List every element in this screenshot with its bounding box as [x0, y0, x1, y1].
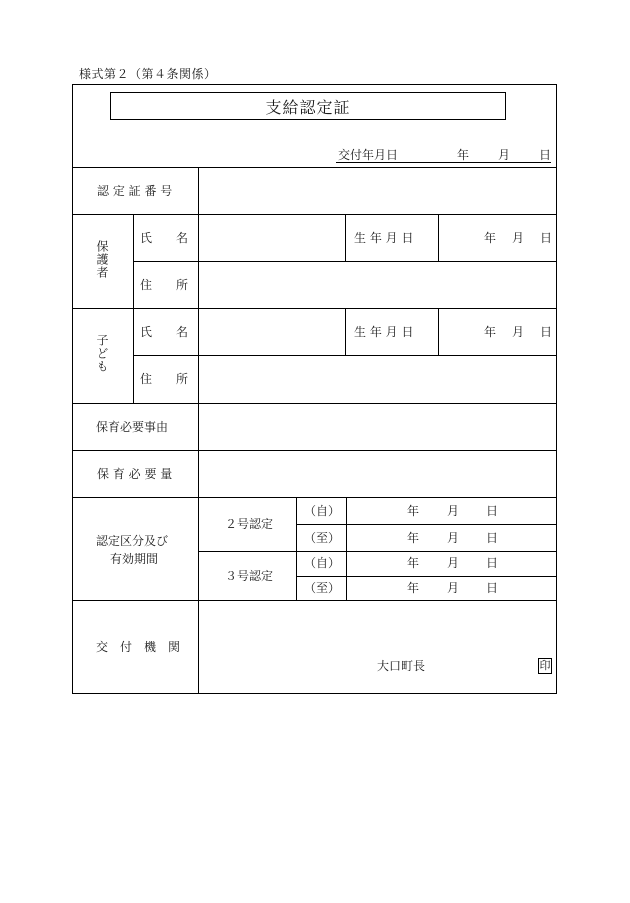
child-section-label: 子ども	[95, 334, 109, 373]
issue-date-underline	[336, 162, 551, 163]
row-divider	[72, 308, 557, 309]
guardian-name-label: 氏 名	[140, 231, 189, 245]
period-subrow-divider	[296, 524, 557, 525]
period-from-marker: （自）	[304, 504, 341, 518]
guardian-birth-divider	[438, 214, 439, 261]
child-address-label: 住 所	[140, 372, 189, 386]
issue-date-day: 日	[539, 148, 552, 162]
document-title: 支給認定証	[110, 92, 506, 120]
period-subrow-divider	[296, 576, 557, 577]
child-birth-divider	[345, 308, 346, 355]
period-month: 月	[447, 556, 460, 570]
section-column-divider	[133, 214, 134, 403]
period-month: 月	[447, 581, 460, 595]
child-subrow-divider	[133, 355, 557, 356]
category-2-label: ２号認定	[225, 517, 274, 531]
guardian-section-label: 保護者	[95, 240, 109, 279]
guardian-subrow-divider	[133, 261, 557, 262]
child-birth-month: 月	[512, 325, 525, 339]
period-to-marker: （至）	[304, 581, 341, 595]
issuing-authority-label: 交 付 機 関	[96, 640, 181, 654]
period-year: 年	[407, 531, 420, 545]
certificate-number-label: 認 定 証 番 号	[97, 184, 173, 198]
child-birth-year: 年	[484, 325, 497, 339]
row-divider	[72, 214, 557, 215]
row-divider	[72, 450, 557, 451]
period-year: 年	[407, 581, 420, 595]
guardian-birth-year: 年	[484, 231, 497, 245]
period-marker-divider	[296, 497, 297, 600]
guardian-birth-divider	[345, 214, 346, 261]
period-month: 月	[447, 504, 460, 518]
label-column-divider	[198, 167, 199, 694]
child-birth-day: 日	[540, 325, 553, 339]
period-year: 年	[407, 556, 420, 570]
period-category-divider	[198, 551, 557, 552]
guardian-address-label: 住 所	[140, 278, 189, 292]
row-divider	[72, 497, 557, 498]
period-from-marker: （自）	[304, 556, 341, 570]
period-day: 日	[486, 556, 499, 570]
issue-date-month: 月	[498, 148, 511, 162]
child-birthdate-label: 生 年 月 日	[354, 325, 414, 339]
form-number-label: 様式第２（第４条関係）	[79, 67, 217, 81]
care-reason-label: 保育必要事由	[96, 420, 169, 434]
period-day: 日	[486, 504, 499, 518]
category-3-label: ３号認定	[225, 569, 274, 583]
care-amount-label: 保 育 必 要 量	[97, 467, 173, 481]
period-year: 年	[407, 504, 420, 518]
guardian-birth-day: 日	[540, 231, 553, 245]
child-name-label: 氏 名	[140, 325, 189, 339]
period-month: 月	[447, 531, 460, 545]
row-divider	[72, 403, 557, 404]
guardian-birth-month: 月	[512, 231, 525, 245]
row-divider	[72, 167, 557, 168]
period-day: 日	[486, 531, 499, 545]
certification-period-label: 認定区分及び	[96, 534, 169, 548]
certificate-form	[72, 84, 557, 694]
issuing-official: 大口町長	[377, 659, 426, 673]
child-birth-divider	[438, 308, 439, 355]
row-divider	[72, 600, 557, 601]
issue-date-year: 年	[457, 148, 470, 162]
issue-date-label: 交付年月日	[338, 148, 399, 162]
period-date-divider	[346, 497, 347, 600]
seal-stamp-box: 印	[539, 659, 551, 672]
guardian-birthdate-label: 生 年 月 日	[354, 231, 414, 245]
period-day: 日	[486, 581, 499, 595]
period-to-marker: （至）	[304, 531, 341, 545]
certification-period-label: 有効期間	[110, 552, 159, 566]
